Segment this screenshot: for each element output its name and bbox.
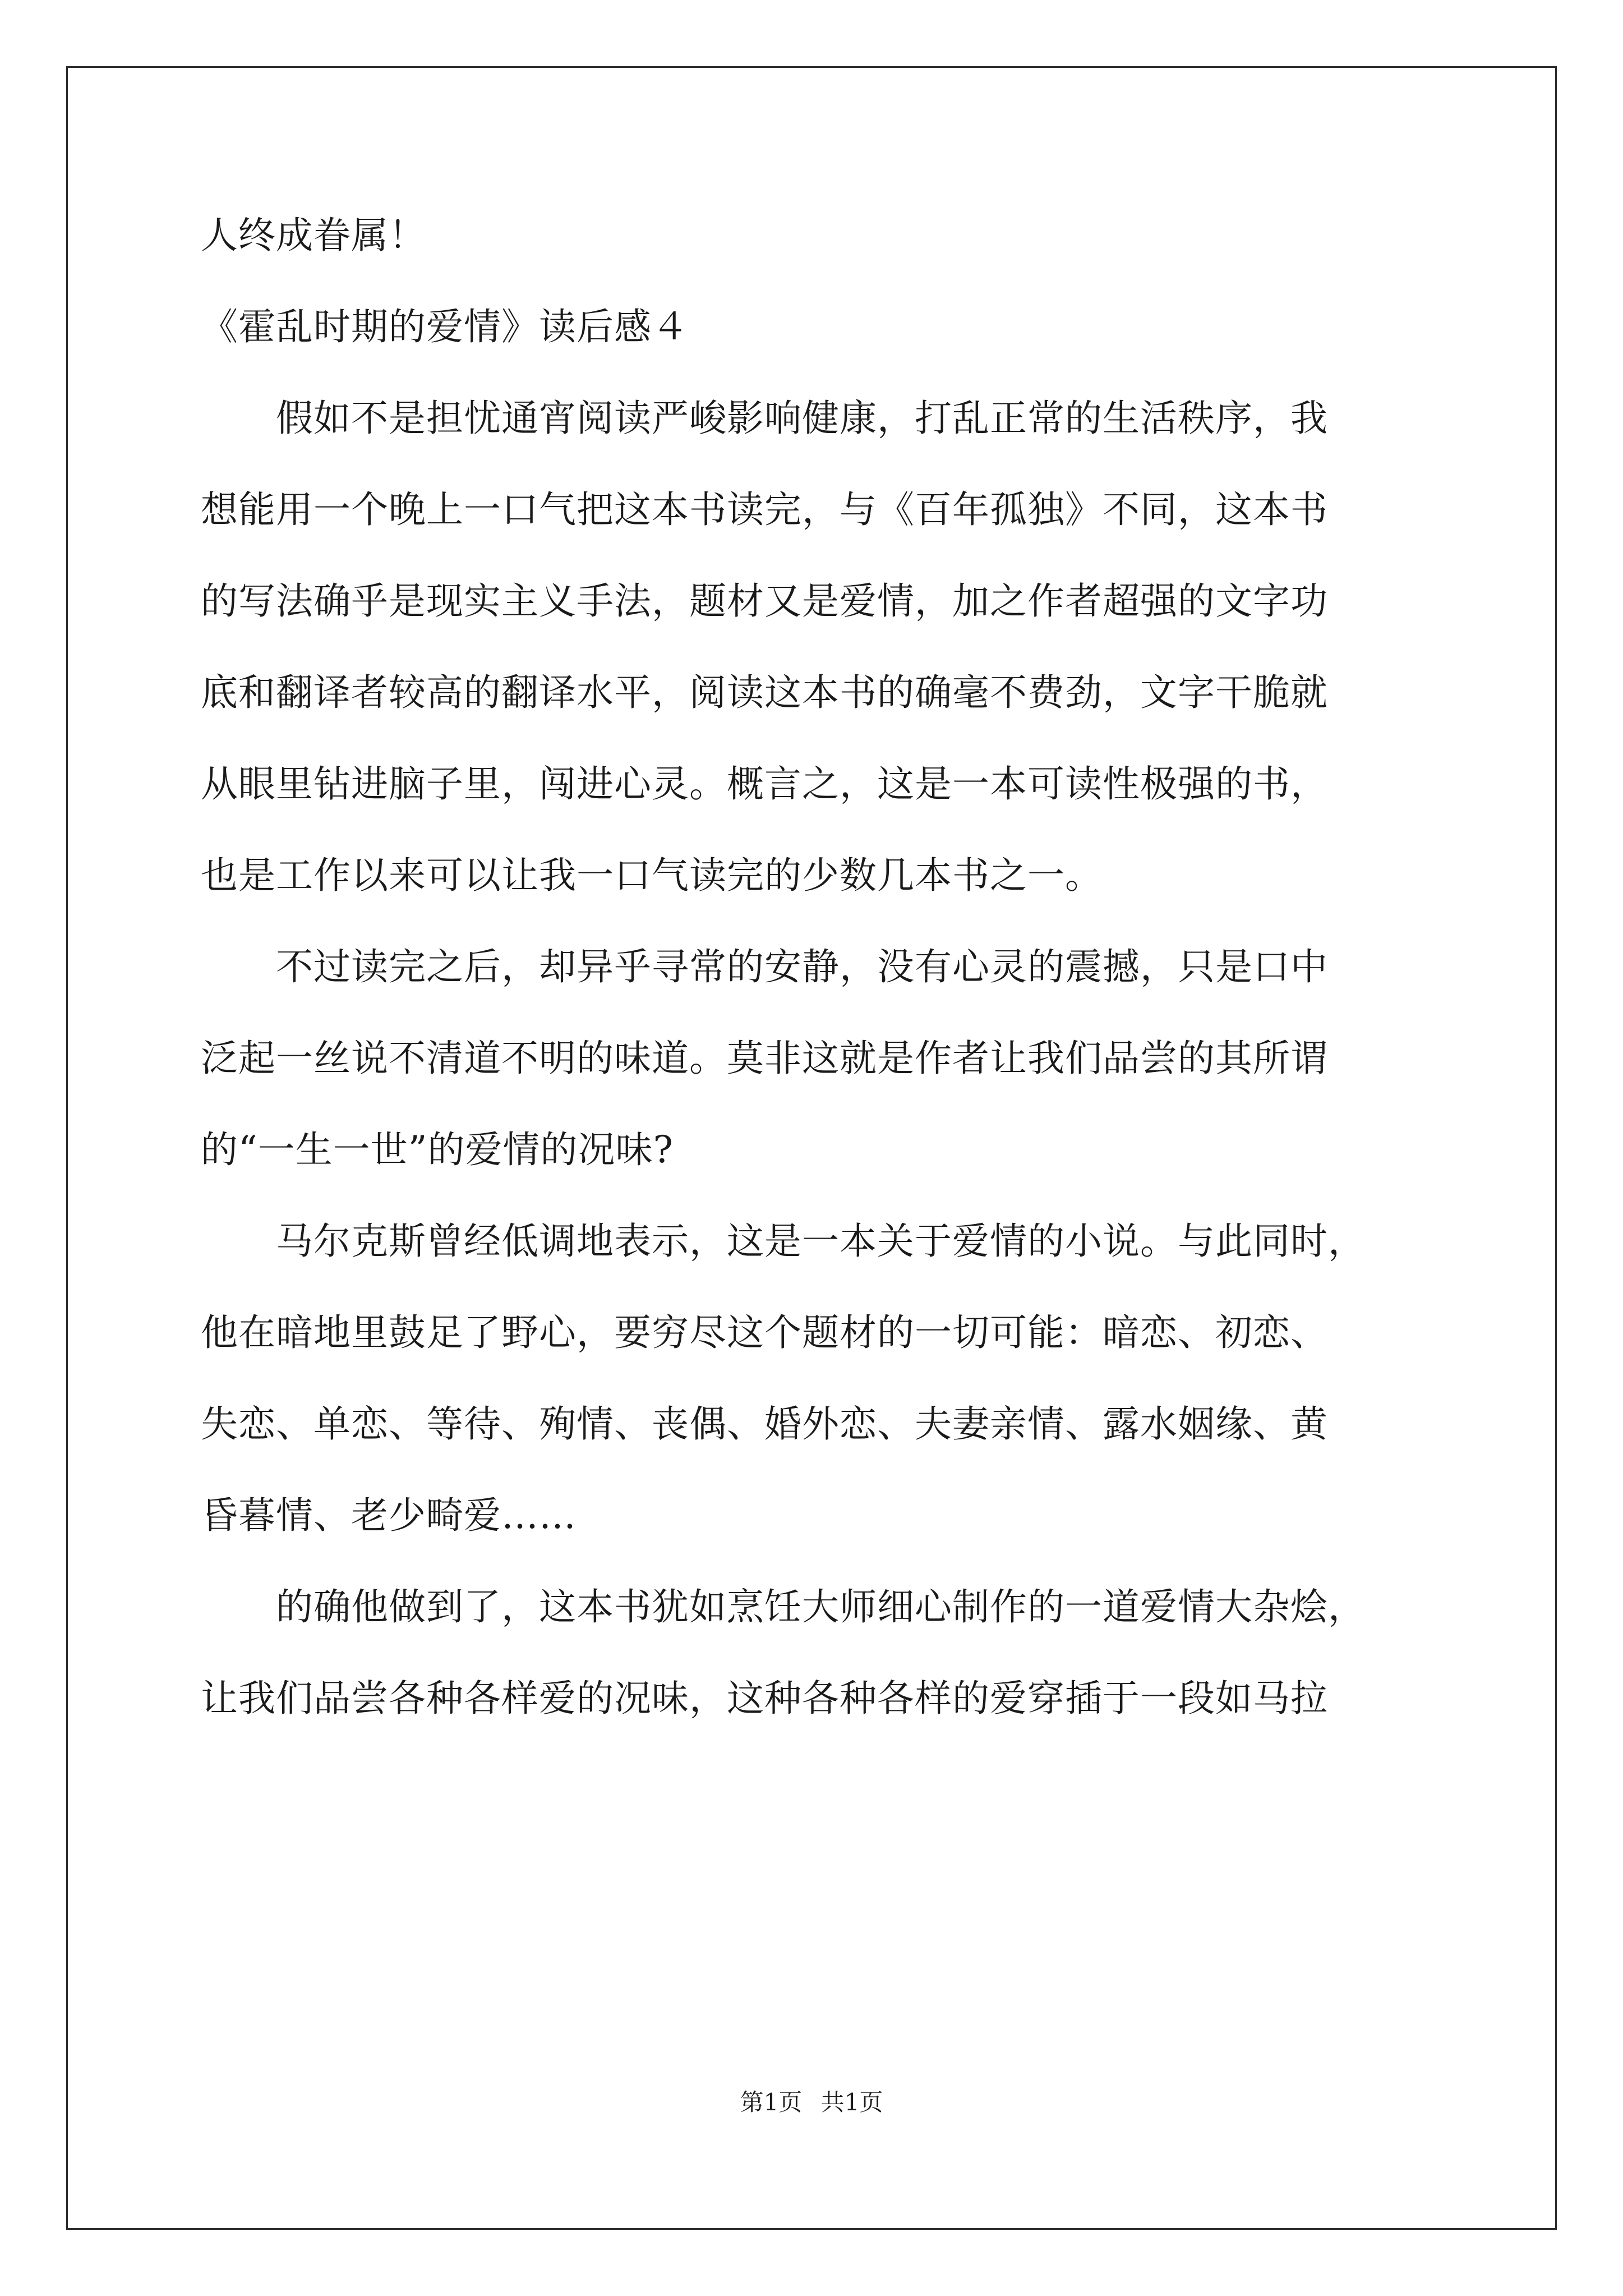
text-line: 假如不是担忧通宵阅读严峻影响健康，打乱正常的生活秩序，我	[201, 397, 1328, 440]
text-line: 底和翻译者较高的翻译水平，阅读这本书的确毫不费劲，文字干脆就	[201, 671, 1328, 714]
text-line: 不过读完之后，却异乎寻常的安静，没有心灵的震撼，只是口中	[201, 945, 1328, 988]
text-line: 的确他做到了，这本书犹如烹饪大师细心制作的一道爱情大杂烩，	[201, 1585, 1366, 1628]
text-line: 的写法确乎是现实主义手法，题材又是爱情，加之作者超强的文字功	[201, 579, 1328, 623]
text-line: 的“一生一世”的爱情的况味?	[201, 1128, 674, 1171]
document-body	[201, 213, 1435, 1721]
text-line: 失恋、单恋、等待、殉情、丧偶、婚外恋、夫妻亲情、露水姻缘、黄	[201, 1402, 1328, 1446]
text-line: 他在暗地里鼓足了野心，要穷尽这个题材的一切可能：暗恋、初恋、	[201, 1311, 1328, 1354]
text-line: 昏暮情、老少畸爱……	[201, 1494, 577, 1537]
text-line: 想能用一个晚上一口气把这本书读完，与《百年孤独》不同，这本书	[201, 488, 1328, 531]
text-line: 从眼里钻进脑子里，闯进心灵。概言之，这是一本可读性极强的书，	[201, 762, 1328, 806]
text-line: 也是工作以来可以让我一口气读完的少数几本书之一。	[201, 854, 1103, 897]
text-line: 泛起一丝说不清道不明的味道。莫非这就是作者让我们品尝的其所谓	[201, 1037, 1328, 1080]
text-line: 《霍乱时期的爱情》读后感４	[201, 305, 689, 348]
page-number-current: 第1页	[740, 2088, 803, 2116]
text-line: 让我们品尝各种各样爱的况味，这种各种各样的爱穿插于一段如马拉	[201, 1677, 1328, 1720]
text-line: 马尔克斯曾经低调地表示，这是一本关于爱情的小说。与此同时，	[201, 1220, 1366, 1263]
page-number-total: 共1页	[820, 2088, 883, 2116]
text-line: 人终成眷属！	[201, 214, 426, 257]
page-footer	[0, 2087, 1623, 2118]
